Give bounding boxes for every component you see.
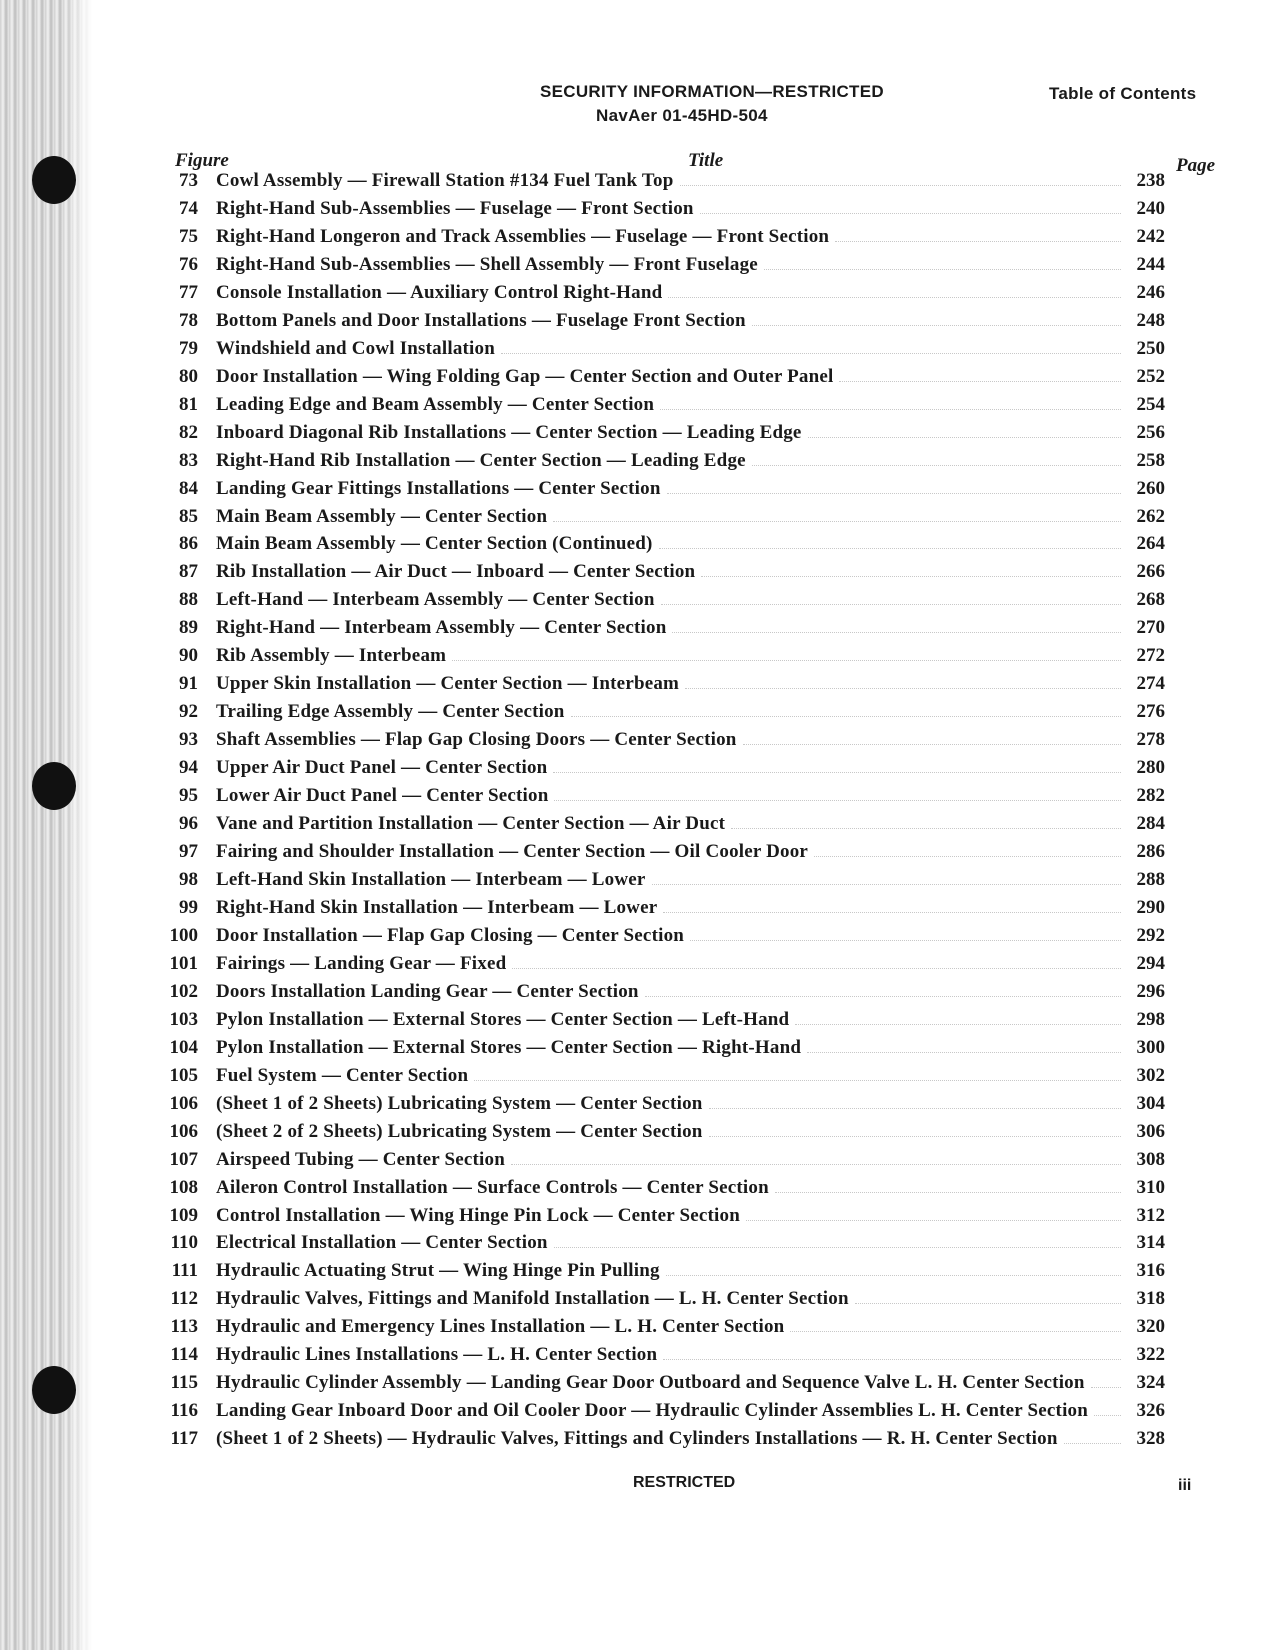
figure-number: 86 [179,533,198,555]
page-ref: 320 [1136,1316,1165,1338]
figure-number: 78 [179,309,198,331]
figure-title: Airspeed Tubing — Center Section [216,1148,505,1170]
security-heading: SECURITY INFORMATION—RESTRICTED [540,82,884,101]
figure-number: 91 [179,673,198,695]
figure-number: 114 [170,1344,198,1366]
page-ref: 282 [1136,785,1165,807]
figure-number: 116 [170,1400,198,1422]
page-ref: 298 [1136,1008,1165,1030]
page-ref: 260 [1136,477,1165,499]
page-ref: 280 [1136,757,1165,779]
figure-number: 93 [179,729,198,751]
page-ref: 264 [1136,533,1165,555]
dot-leader [835,227,1121,242]
dot-leader [1091,1373,1121,1388]
figure-number: 100 [169,924,198,946]
toc-entry [160,813,1165,841]
dot-leader [1064,1429,1121,1444]
figure-title: Hydraulic Actuating Strut — Wing Hinge Pin Pulling [216,1260,660,1282]
figure-number: 87 [179,561,198,583]
dot-leader [752,311,1121,326]
page-ref: 240 [1136,197,1165,219]
dot-leader [661,590,1121,605]
figure-number: 90 [179,645,198,667]
figure-number: 96 [179,813,198,835]
dot-leader [663,898,1121,913]
figure-number: 101 [169,952,198,974]
toc-entry [160,1400,1165,1428]
figure-title: Upper Skin Installation — Center Section — Interbeam [216,673,680,695]
page-ref: 302 [1136,1064,1165,1086]
page-ref: 258 [1136,449,1165,471]
punch-hole [32,156,76,204]
figure-title: Trailing Edge Assembly — Center Section [216,701,565,723]
toc-entry [160,673,1165,701]
dot-leader [764,255,1121,270]
toc-entry [160,617,1165,645]
dot-leader [700,199,1121,214]
document-number: NavAer 01-45HD-504 [596,106,768,125]
page-ref: 322 [1136,1344,1165,1366]
figure-number: 92 [179,701,198,723]
figure-title: Control Installation — Wing Hinge Pin Lock — Center Section [216,1204,740,1226]
figure-title: Right-Hand Rib Installation — Center Section — Leading Edge [216,449,746,471]
dot-leader [685,674,1121,689]
figure-number: 108 [169,1176,198,1198]
figure-number: 89 [179,617,198,639]
figure-number: 111 [171,1260,198,1282]
figure-number: 76 [179,253,198,275]
punch-hole [32,762,76,810]
toc-entry [160,897,1165,925]
toc-entry [160,1372,1165,1400]
toc-entry [160,422,1165,450]
figure-number: 83 [179,449,198,471]
figure-title: Right-Hand — Interbeam Assembly — Center Section [216,617,667,639]
toc-entry [160,925,1165,953]
dot-leader [474,1066,1121,1081]
column-header-page: Page [1176,155,1216,176]
dot-leader [709,1122,1121,1137]
figure-title: Bottom Panels and Door Installations — Fuselage Front Section [216,309,746,331]
figure-number: 112 [170,1288,198,1310]
toc-entry [160,226,1165,254]
toc-entry [160,981,1165,1009]
figure-number: 106 [169,1120,198,1142]
figure-title: Doors Installation Landing Gear — Center Section [216,980,639,1002]
figure-number: 81 [179,393,198,415]
dot-leader [660,395,1121,410]
page-ref: 252 [1136,365,1165,387]
page-ref: 284 [1136,813,1165,835]
toc-entry [160,1037,1165,1065]
figure-number: 97 [179,841,198,863]
dot-leader [554,786,1121,801]
figure-title: Door Installation — Wing Folding Gap — Center Section and Outer Panel [216,365,834,387]
punch-hole [32,1366,76,1414]
figure-number: 98 [179,869,198,890]
dot-leader [672,618,1121,633]
figure-title: Cowl Assembly — Firewall Station #134 Fuel Tank Top [216,170,674,191]
figure-title: Right-Hand Sub-Assemblies — Shell Assembly — Front Fuselage [216,253,758,275]
toc-entry [160,841,1165,869]
toc-entry [160,1177,1165,1205]
page-ref: 328 [1136,1428,1165,1450]
dot-leader [667,479,1121,494]
page-ref: 262 [1136,505,1165,527]
figure-title: Right-Hand Skin Installation — Interbeam — Lower [216,896,658,918]
page-ref: 310 [1136,1176,1165,1198]
dot-leader [746,1206,1121,1221]
figure-number: 85 [179,505,198,527]
page-ref: 256 [1136,421,1165,443]
page-ref: 238 [1136,170,1165,191]
page-ref: 266 [1136,561,1165,583]
figure-title: Fuel System — Center Section [216,1064,469,1086]
figure-title: Fairings — Landing Gear — Fixed [216,952,507,974]
dot-leader [652,870,1121,885]
dot-leader [839,367,1121,382]
footer-marking: RESTRICTED [633,1474,736,1491]
toc-entry [160,785,1165,813]
figure-title: Hydraulic Lines Installations — L. H. Center Section [216,1344,658,1366]
figure-title: Main Beam Assembly — Center Section (Continued) [216,533,653,555]
figure-title: Rib Assembly — Interbeam [216,645,447,667]
figure-title: Left-Hand Skin Installation — Interbeam — Lower [216,869,646,890]
figure-title: Left-Hand — Interbeam Assembly — Center Section [216,589,655,611]
figure-number: 109 [169,1204,198,1226]
toc-entry [160,1121,1165,1149]
toc-entry [160,170,1165,198]
page-ref: 314 [1136,1232,1165,1254]
section-heading: Table of Contents [1049,84,1197,103]
figure-title: Main Beam Assembly — Center Section [216,505,548,527]
dot-leader [701,562,1121,577]
figure-title: Windshield and Cowl Installation [216,337,496,359]
toc-entry [160,366,1165,394]
figure-title: Fairing and Shoulder Installation — Center Section — Oil Cooler Door [216,841,809,863]
column-header-title: Title [688,150,724,171]
page-ref: 316 [1136,1260,1165,1282]
dot-leader [645,982,1121,997]
figure-title: Electrical Installation — Center Section [216,1232,548,1254]
toc-entry [160,1232,1165,1260]
figure-title: Aileron Control Installation — Surface Controls — Center Section [216,1176,769,1198]
dot-leader [743,730,1121,745]
figure-number: 84 [179,477,198,499]
dot-leader [663,1345,1121,1360]
figure-title: Hydraulic and Emergency Lines Installation — L. H. Center Section [216,1316,785,1338]
toc-entry [160,282,1165,310]
page-ref: 248 [1136,309,1165,331]
toc-entry [160,561,1165,589]
dot-leader [731,814,1121,829]
figure-title: Pylon Installation — External Stores — Center Section — Right-Hand [216,1036,802,1058]
figure-title: Landing Gear Fittings Installations — Center Section [216,477,661,499]
figure-title: Console Installation — Auxiliary Control Right-Hand [216,281,663,303]
page-ref: 270 [1136,617,1165,639]
page-ref: 300 [1136,1036,1165,1058]
figure-number: 80 [179,365,198,387]
page-ref: 326 [1136,1400,1165,1422]
figure-number: 107 [169,1148,198,1170]
toc-entry [160,729,1165,757]
figure-number: 95 [179,785,198,807]
page-ref: 246 [1136,281,1165,303]
dot-leader [680,171,1122,186]
page-ref: 324 [1136,1372,1165,1394]
toc-entry [160,310,1165,338]
dot-leader [775,1178,1121,1193]
figure-number: 105 [169,1064,198,1086]
figure-number: 99 [179,896,198,918]
page-ref: 296 [1136,980,1165,1002]
toc-entry [160,953,1165,981]
figure-number: 82 [179,421,198,443]
toc-entry [160,198,1165,226]
page-ref: 308 [1136,1148,1165,1170]
dot-leader [790,1317,1121,1332]
figure-number: 115 [170,1372,198,1394]
toc-entry [160,254,1165,282]
figure-title: (Sheet 1 of 2 Sheets) — Hydraulic Valves, Fittings and Cylinders Installations — R. H. Center Section [216,1428,1058,1450]
figure-number: 102 [169,980,198,1002]
toc-entry [160,1093,1165,1121]
toc-entry [160,1316,1165,1344]
dot-leader [554,1233,1121,1248]
toc-entry [160,450,1165,478]
page-number: iii [1178,1477,1192,1494]
figure-title: Right-Hand Sub-Assemblies — Fuselage — Front Section [216,197,694,219]
dot-leader [452,646,1121,661]
dot-leader [512,954,1121,969]
dot-leader [571,702,1121,717]
page-ref: 272 [1136,645,1165,667]
page-ref: 288 [1136,869,1165,890]
page-ref: 244 [1136,253,1165,275]
toc-entry [160,589,1165,617]
toc-entry [160,1428,1165,1456]
dot-leader [668,283,1121,298]
toc-entry [160,1205,1165,1233]
page-ref: 274 [1136,673,1165,695]
toc-entry [160,1260,1165,1288]
toc-entry [160,869,1165,897]
figure-number: 94 [179,757,198,779]
dot-leader [709,1094,1121,1109]
figure-title: Leading Edge and Beam Assembly — Center Section [216,393,655,415]
figure-title: Inboard Diagonal Rib Installations — Center Section — Leading Edge [216,421,802,443]
dot-leader [1094,1401,1121,1416]
toc-entry [160,478,1165,506]
page-ref: 276 [1136,701,1165,723]
dot-leader [795,1010,1121,1025]
page-ref: 290 [1136,896,1165,918]
dot-leader [553,758,1121,773]
page-ref: 306 [1136,1120,1165,1142]
figure-number: 104 [169,1036,198,1058]
figure-number: 117 [170,1428,198,1450]
figure-title: Pylon Installation — External Stores — Center Section — Left-Hand [216,1008,790,1030]
page-ref: 254 [1136,393,1165,415]
figure-number: 113 [170,1316,198,1338]
dot-leader [814,842,1121,857]
toc-entry [160,1344,1165,1372]
dot-leader [553,507,1121,522]
figure-number: 74 [179,197,198,219]
dot-leader [690,926,1121,941]
figure-title: Landing Gear Inboard Door and Oil Cooler Door — Hydraulic Cylinder Assemblies L. H. Center Section [216,1400,1089,1422]
dot-leader [501,339,1121,354]
dot-leader [808,423,1121,438]
figure-number: 106 [169,1092,198,1114]
figure-number: 103 [169,1008,198,1030]
toc-entry [160,1288,1165,1316]
dot-leader [752,451,1121,466]
toc-entry [160,701,1165,729]
toc-entry [160,1149,1165,1177]
figure-title: Upper Air Duct Panel — Center Section [216,757,548,779]
dot-leader [855,1289,1121,1304]
page-ref: 312 [1136,1204,1165,1226]
page-ref: 268 [1136,589,1165,611]
figure-title: Right-Hand Longeron and Track Assemblies — Fuselage — Front Section [216,225,830,247]
page-ref: 278 [1136,729,1165,751]
page-ref: 294 [1136,952,1165,974]
figure-title: Lower Air Duct Panel — Center Section [216,785,549,807]
page-ref: 242 [1136,225,1165,247]
toc-entry [160,338,1165,366]
toc-entry [160,533,1165,561]
page-ref: 304 [1136,1092,1165,1114]
toc-entry [160,645,1165,673]
figure-title: Hydraulic Cylinder Assembly — Landing Gear Door Outboard and Sequence Valve L. H. Center Section [216,1372,1085,1394]
page-ref: 292 [1136,924,1165,946]
figure-title: Vane and Partition Installation — Center Section — Air Duct [216,813,726,835]
figure-number: 75 [179,225,198,247]
page-ref: 286 [1136,841,1165,863]
figure-title: Hydraulic Valves, Fittings and Manifold Installation — L. H. Center Section [216,1288,849,1310]
figure-title: Door Installation — Flap Gap Closing — Center Section [216,924,685,946]
dot-leader [659,534,1121,549]
page-ref: 318 [1136,1288,1165,1310]
figure-title: (Sheet 2 of 2 Sheets) Lubricating System — Center Section [216,1120,703,1142]
figure-number: 77 [179,281,198,303]
figure-number: 79 [179,337,198,359]
toc-entry [160,1009,1165,1037]
figure-number: 110 [170,1232,198,1254]
dot-leader [511,1150,1121,1165]
figure-title: (Sheet 1 of 2 Sheets) Lubricating System — Center Section [216,1092,703,1114]
figure-title: Shaft Assemblies — Flap Gap Closing Doors — Center Section [216,729,737,751]
page-ref: 250 [1136,337,1165,359]
toc-entry [160,1065,1165,1093]
toc-entry [160,506,1165,534]
toc-entry [160,394,1165,422]
figure-number: 73 [179,170,198,191]
column-header-figure: Figure [175,150,229,171]
dot-leader [666,1261,1121,1276]
figure-number: 88 [179,589,198,611]
dot-leader [807,1038,1121,1053]
toc-entry [160,757,1165,785]
figure-title: Rib Installation — Air Duct — Inboard — Center Section [216,561,696,583]
